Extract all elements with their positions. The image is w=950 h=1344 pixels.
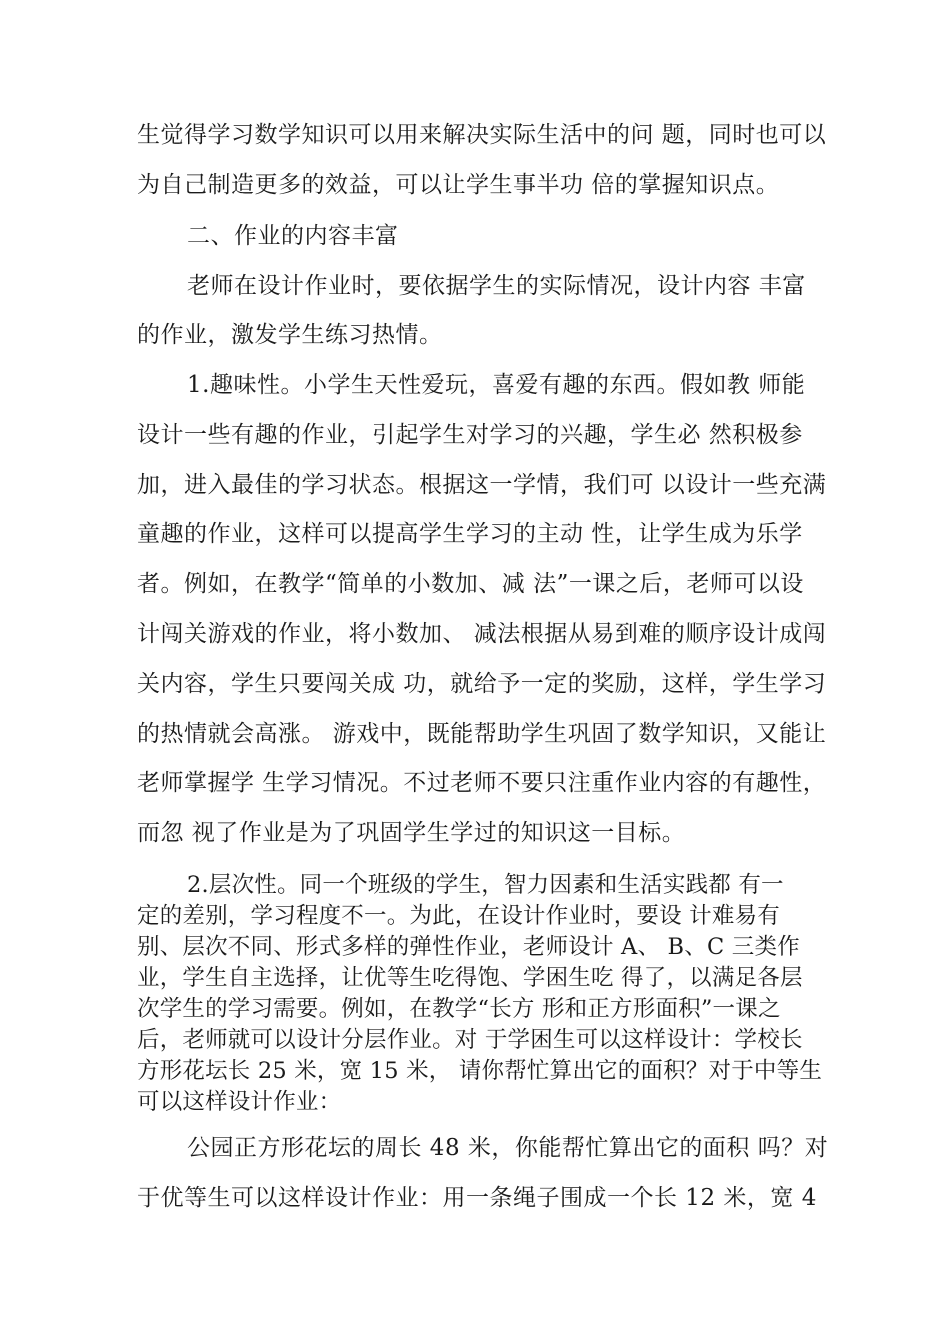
text-line: 关内容，学生只要闯关成 功，就给予一定的奖励，这样，学生学习 <box>137 671 827 697</box>
text-line: 定的差别，学习程度不一。为此，在设计作业时，要设 计难易有 <box>137 903 780 929</box>
text-line: 计闯关游戏的作业，将小数加、 减法根据从易到难的顺序设计成闯 <box>137 621 827 647</box>
section-heading: 二、作业的内容丰富 <box>187 223 399 249</box>
text-line: 生觉得学习数学知识可以用来解决实际生活中的问 题，同时也可以 <box>137 122 827 148</box>
text-line: 而忽 视了作业是为了巩固学生学过的知识这一目标。 <box>137 820 686 846</box>
text-line: 者。例如，在教学“简单的小数加、减 法”一课之后，老师可以设 <box>137 571 804 597</box>
text-line: 后，老师就可以设计分层作业。对 于学困生可以这样设计：学校长 <box>137 1027 803 1053</box>
text-line: 方形花坛长 25 米，宽 15 米， 请你帮忙算出它的面积？对于中等生 <box>137 1058 823 1084</box>
text-line: 设计一些有趣的作业，引起学生对学习的兴趣，学生必 然积极参 <box>137 422 803 448</box>
text-line: 1.趣味性。小学生天性爱玩，喜爱有趣的东西。假如教 师能 <box>187 372 806 398</box>
text-line: 公园正方形花坛的周长 48 米，你能帮忙算出它的面积 吗？对 <box>187 1135 829 1161</box>
text-line: 可以这样设计作业： <box>137 1089 342 1115</box>
text-line: 的作业，激发学生练习热情。 <box>137 322 443 348</box>
text-line: 老师在设计作业时，要依据学生的实际情况，设计内容 丰富 <box>187 273 806 299</box>
text-line: 加，进入最佳的学习状态。根据这一学情，我们可 以设计一些充满 <box>137 472 827 498</box>
text-line: 2.层次性。同一个班级的学生，智力因素和生活实践都 有一 <box>187 872 784 898</box>
text-line: 童趣的作业，这样可以提高学生学习的主动 性，让学生成为乐学 <box>137 521 803 547</box>
text-line: 于优等生可以这样设计作业：用一条绳子围成一个长 12 米，宽 4 <box>137 1185 817 1211</box>
text-line: 老师掌握学 生学习情况。不过老师不要只注重作业内容的有趣性， <box>137 770 827 796</box>
text-line: 业，学生自主选择，让优等生吃得饱、学困生吃 得了，以满足各层 <box>137 965 803 991</box>
text-line: 的热情就会高涨。 游戏中，既能帮助学生巩固了数学知识，又能让 <box>137 721 827 747</box>
text-line: 别、层次不同、形式多样的弹性作业，老师设计 A、 B、C 三类作 <box>137 934 800 960</box>
text-line: 为自己制造更多的效益，可以让学生事半功 倍的掌握知识点。 <box>137 172 780 198</box>
text-line: 次学生的学习需要。例如，在教学“长方 形和正方形面积”一课之 <box>137 996 781 1022</box>
